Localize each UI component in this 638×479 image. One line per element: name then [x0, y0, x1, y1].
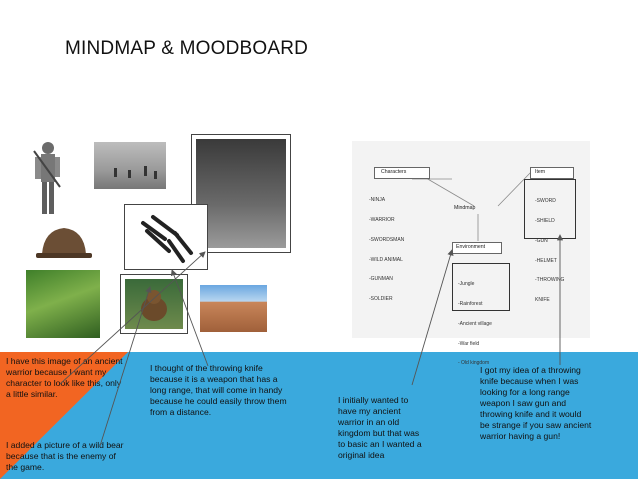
note-gun: I got my idea of a throwing knife because when I was looking for a long range weapon I saw gun and throwing knife and it would be strange if you saw ancient warrior having a gun!	[480, 365, 592, 441]
environment-item: -Rainforest	[458, 300, 483, 307]
environment-label: Environment	[456, 244, 486, 250]
note-knife: I thought of the throwing knife because it is a weapon that has a long range, that will come in handy because he could easily throw them from a distance.	[150, 363, 287, 417]
item-list-box	[524, 179, 576, 304]
item-entry: KNIFE	[535, 297, 550, 304]
item-entry: -SHIELD	[535, 217, 555, 224]
character-item: -WILD ANIMAL	[369, 256, 403, 263]
item-entry: -GUN	[535, 237, 548, 244]
throwing-knives-frame	[124, 204, 208, 270]
environment-item: - Old kingdom	[458, 360, 490, 367]
bear-image-frame	[120, 274, 188, 334]
note-kingdom: I initially wanted to have my ancient warrior in an old kingdom but that was to basic an I wanted a original idea	[338, 395, 422, 460]
item-label: Item	[535, 169, 546, 175]
item-list	[535, 185, 564, 317]
character-item: -SOLDIER	[369, 296, 393, 303]
item-node	[530, 167, 574, 179]
page-title: MINDMAP & MOODBOARD	[65, 38, 309, 59]
ancient-kingdom-photo	[200, 285, 267, 332]
mindmap-center-label: Mindmap	[454, 205, 476, 211]
environment-list	[458, 268, 492, 380]
note-bear: I added a picture of a wild bear because that is the enemy of the game.	[6, 440, 124, 472]
character-item: -SWORDSMAN	[369, 236, 405, 243]
environment-item: -Jungle	[458, 281, 475, 288]
jungle-photo	[26, 270, 100, 338]
battlefield-photo	[94, 142, 166, 189]
environment-item: -War field	[458, 340, 480, 347]
characters-list	[369, 184, 404, 316]
characters-node	[374, 167, 430, 179]
mindmap-center-node	[450, 204, 496, 214]
helmet-image	[34, 224, 94, 262]
item-entry: -THROWING	[535, 277, 565, 284]
warrior-figure-image	[30, 139, 64, 219]
character-item: -NINJA	[369, 197, 386, 204]
character-item: -WARRIOR	[369, 216, 395, 223]
environment-node	[452, 242, 502, 254]
mindmap-diagram	[352, 141, 590, 367]
character-item: -GUNMAN	[369, 276, 393, 283]
item-entry: -SWORD	[535, 198, 556, 205]
item-entry: -HELMET	[535, 257, 557, 264]
note-warrior: I have this image of an ancient warrior because I want my character to look like this, only a little similar.	[6, 356, 123, 399]
environment-list-box	[452, 263, 510, 367]
characters-label: Characters	[381, 169, 407, 175]
environment-item: -Ancient village	[458, 320, 492, 327]
